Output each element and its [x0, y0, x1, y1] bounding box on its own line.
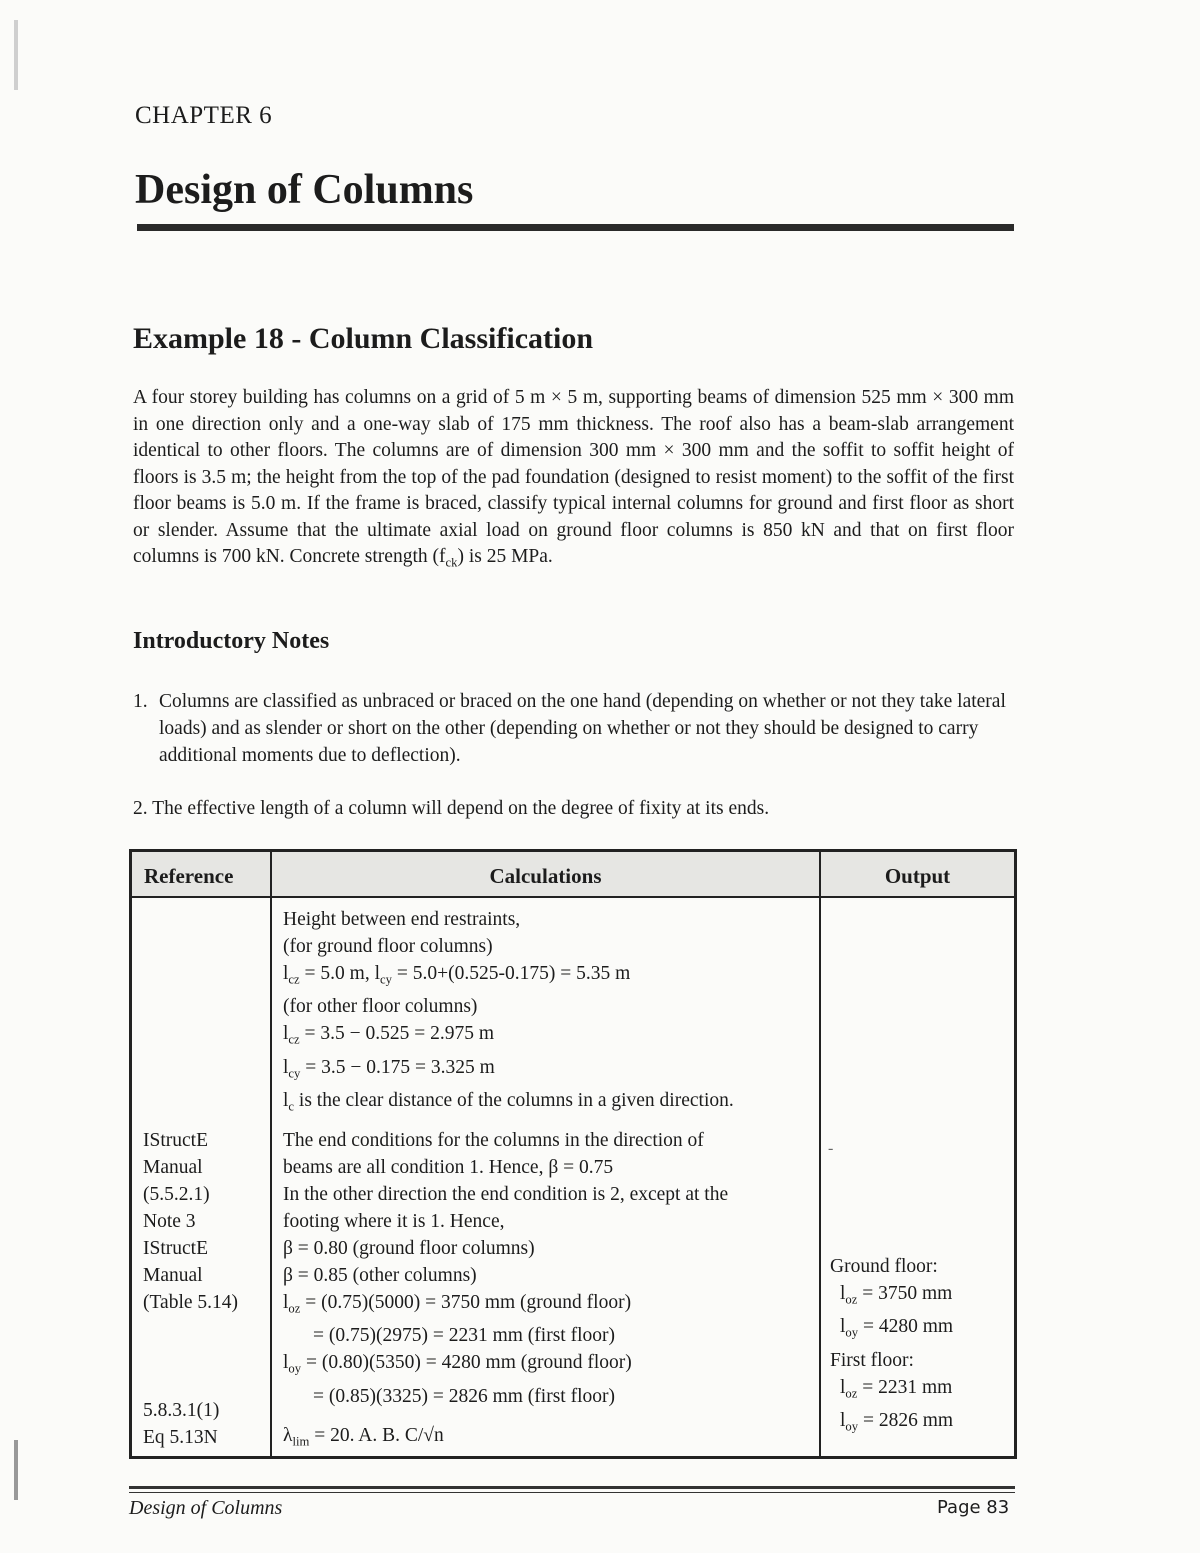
header-reference: Reference: [132, 852, 270, 896]
example-title: Example 18 - Column Classification: [133, 322, 594, 355]
reference-cell: IStructE Manual (5.5.2.1) Note 3 IStructE Manual (Table 5.14): [143, 1130, 239, 1313]
calculation-cell: Height between end restraints, (for ground floor columns) $l_{cz} = 5.0$ m, $l_{cy} = 5.0+(0.525-0.175) = 5.35$ m (for other floor columns) $l_{cz} = 3.5 - 0.525 = 2.975$ m $l_{cy} = 3.5 - 0.175 = 3.325$ m $l_c$ is the clear distance of the columns in a given direction.: [283, 909, 734, 1114]
calculation-cell: $\lambda_{lim} = 20$. A. B. C/√n: [283, 1425, 444, 1449]
calculation-cell: The end conditions for the columns in the direction of beams are all condition 1. Hence, β = 0.75 In the other direction the end condition is 2, except at the footing where it is 1. Hence, β = 0.80 (ground floor columns) β = 0.85 (other columns) $l_{oz} = (0.75)(5000) = 3750$ mm (ground floor) = (0.75)(2975) = 2231 mm (first floor) $l_{oy} = (0.80)(5350) = 4280$ mm (ground floor) = (0.85)(3325) = 2826 mm (first floor): [283, 1130, 729, 1407]
footer-rule: [129, 1486, 1015, 1489]
note-item: 2. The effective length of a column will depend on the degree of fixity at its ends.: [133, 798, 770, 819]
footer-rule: [129, 1492, 1015, 1493]
header-divider: [132, 896, 1014, 898]
output-dash: -: [828, 1140, 834, 1157]
scan-margin-mark: [14, 20, 18, 90]
chapter-label: CHAPTER 6: [135, 102, 273, 129]
page-number: Page 83: [937, 1497, 1010, 1518]
problem-statement: A four storey building has columns on a grid of 5 m × 5 m, supporting beams of dimension 525 mm × 300 mm in one direction only and a one-way slab of 175 mm thickness. The roof also has a beam-slab arrangement identical to other floors. The columns are of dimension 300 mm × 300 mm and the soffit to soffit height of floors is 3.5 m; the height from the top of the pad foundation (designed to resist moment) to the soffit of the first floor beams is 5.0 m. If the frame is braced, classify typical internal columns for ground and first floor as short or slender. Assume that the ultimate axial load on ground floor columns is 850 kN and that on first floor columns is 700 kN. Concrete strength $(f_{ck})$ is 25 MPa.: [133, 387, 1014, 570]
output-cell: Ground floor: $l_{oz} = 3750$ mm $l_{oy} = 4280$ mm First floor: $l_{oz} = 2231$ mm $l_{oy} = 2826$ mm: [830, 1256, 954, 1434]
header-calculations: Calculations: [272, 852, 819, 896]
note-item: 1. Columns are classified as unbraced or braced on the one hand (depending on whether or not they take lateral loads) and as slender or short on the other (depending on whether or not they should be designed to carry additional moments due to deflection).: [133, 691, 1006, 766]
column-divider: [819, 852, 821, 1456]
reference-cell: 5.8.3.1(1) Eq 5.13N: [143, 1400, 220, 1448]
footer-title: Design of Columns: [129, 1497, 283, 1519]
scan-margin-mark: [14, 1440, 18, 1500]
header-output: Output: [821, 852, 1014, 896]
introductory-notes-heading: Introductory Notes: [133, 628, 330, 654]
title-rule: [137, 224, 1014, 231]
page-title: Design of Columns: [135, 167, 474, 213]
column-divider: [270, 852, 272, 1456]
